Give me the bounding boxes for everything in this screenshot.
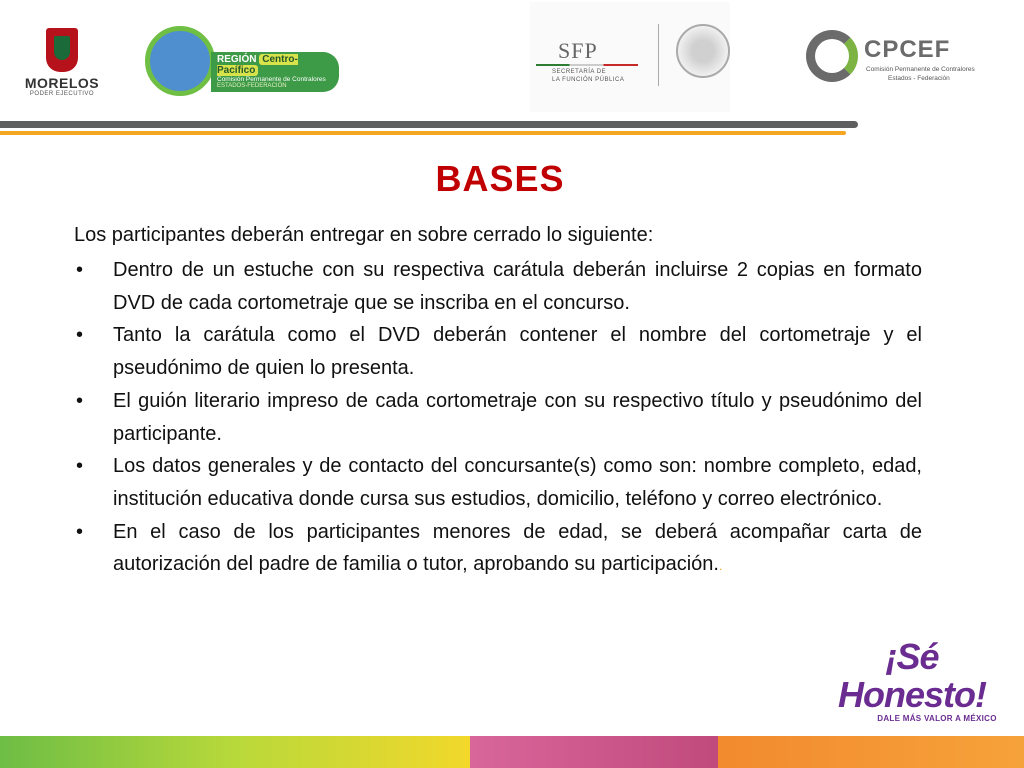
cpcef-name: CPCEF bbox=[864, 36, 951, 63]
sfp-line2: LA FUNCIÓN PÚBLICA bbox=[552, 77, 625, 83]
footer-color-stripe bbox=[0, 736, 1024, 768]
cpcef-logo bbox=[806, 30, 996, 90]
cpcef-line2: Estados - Federación bbox=[888, 75, 950, 82]
list-item bbox=[74, 450, 922, 515]
footer-stripe-green bbox=[0, 736, 470, 768]
list-item-text: Dentro de un estuche con su respectiva carátula deberán incluirse 2 copias en formato DVD de cada cortometraje que se inscriba en el concurso. bbox=[113, 259, 922, 314]
header-rule-orange bbox=[0, 131, 846, 135]
bullet-icon: • bbox=[76, 520, 84, 543]
footer-stripe-pink bbox=[470, 736, 718, 768]
region-centro-pacifico-logo bbox=[145, 24, 345, 104]
se-honesto-tagline: DALE MÁS VALOR A MÉXICO bbox=[877, 714, 997, 723]
mexico-seal-icon bbox=[676, 24, 730, 78]
cpcef-line1: Comisión Permanente de Contralores bbox=[866, 66, 975, 73]
bullet-icon: • bbox=[76, 324, 84, 347]
list-item-text: Tanto la carátula como el DVD deberán contener el nombre del cortometraje y el pseudónimo de quien lo presenta. bbox=[113, 324, 922, 380]
list-item bbox=[74, 385, 922, 450]
region-map-icon bbox=[145, 26, 215, 96]
region-line2: ESTADOS-FEDERACIÓN bbox=[217, 83, 287, 89]
list-item-text: Los datos generales y de contacto del concursante(s) como son: nombre completo, edad, institución educativa donde cursa sus estudios, domicilio, teléfono y correo electrónico. bbox=[113, 455, 922, 510]
bullet-icon: • bbox=[76, 455, 84, 478]
se-honesto-text: ¡Sé Honesto! bbox=[838, 636, 986, 715]
sfp-line1: SECRETARÍA DE bbox=[552, 69, 607, 75]
intro-text: Los participantes deberán entregar en sobre cerrado lo siguiente: bbox=[74, 224, 654, 246]
se-honesto-logo bbox=[816, 636, 1008, 723]
region-band bbox=[211, 52, 339, 92]
sfp-logo bbox=[530, 2, 730, 112]
list-item bbox=[74, 319, 922, 384]
list-item-text: En el caso de los participantes menores de edad, se deberá acompañar carta de autorización del padre de familia o tutor, aprobando su participación. bbox=[113, 520, 922, 576]
bullet-icon: • bbox=[76, 259, 84, 281]
region-line1: Comisión Permanente de Contralores bbox=[217, 76, 326, 83]
list-item-text: El guión literario impreso de cada cortometraje con su respectivo título y pseudónimo del participante. bbox=[113, 389, 922, 445]
morelos-shield-icon bbox=[46, 28, 78, 72]
region-title-highlight: Centro-Pacífico bbox=[217, 54, 298, 76]
footer-stripe-orange bbox=[718, 736, 1024, 768]
list-item bbox=[74, 254, 922, 319]
header-rule-dark bbox=[0, 121, 858, 128]
sfp-name: SFP bbox=[558, 38, 598, 63]
final-period: . bbox=[718, 559, 723, 574]
morelos-logo bbox=[22, 28, 102, 106]
page-title: BASES bbox=[435, 158, 565, 199]
region-title-prefix: REGIÓN bbox=[217, 54, 257, 65]
morelos-name: MORELOS bbox=[24, 75, 100, 91]
morelos-subtitle: PODER EJECUTIVO bbox=[29, 91, 95, 97]
region-title bbox=[217, 54, 333, 76]
list-item bbox=[74, 516, 922, 583]
bases-list bbox=[74, 254, 922, 583]
sfp-divider bbox=[658, 24, 659, 86]
bullet-icon: • bbox=[76, 389, 84, 412]
cpcef-ring-icon bbox=[806, 30, 858, 82]
sfp-tricolor-line bbox=[536, 64, 638, 66]
